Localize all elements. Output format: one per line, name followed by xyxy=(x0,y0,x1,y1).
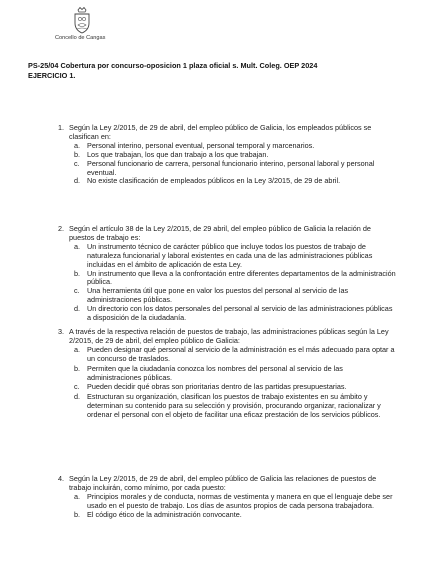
option-letter: d. xyxy=(74,392,81,402)
option-text: Estructuran su organización, clasifican los puestos de trabajo existentes en su ámbito y determinan su contenido para su selección y provisión, procurando organizar, racionalizar y ordenar el personal con el objeto de facilitar una eficaz prestación de los servicios públicos. xyxy=(87,392,381,420)
option-b xyxy=(74,511,398,520)
option-letter: a. xyxy=(74,491,81,501)
coat-of-arms-logo xyxy=(71,6,93,34)
option-c xyxy=(74,160,398,178)
council-name: Concello de Cangas xyxy=(55,35,106,41)
option-letter: b. xyxy=(74,509,81,519)
question-number: 1. xyxy=(58,123,65,132)
question-stem xyxy=(58,475,398,493)
option-text: Pueden designar qué personal al servicio de la administración es el más adecuado para optar a un concurso de traslados. xyxy=(87,344,395,363)
exam-title xyxy=(28,61,317,81)
option-text: Personal funcionario de carrera, personal funcionario interino, personal laboral y personal eventual. xyxy=(87,158,375,177)
option-letter: a. xyxy=(74,140,81,150)
option-a xyxy=(74,493,398,511)
option-text: Pueden decidir qué obras son prioritarias dentro de las partidas presupuestarias. xyxy=(87,382,347,392)
options-list xyxy=(74,243,398,323)
option-letter: b. xyxy=(74,149,81,159)
option-text: Un instrumento técnico de carácter público que incluye todos los puestos de trabajo de naturaleza funcionarial y laboral existentes en cada una de las administraciones públicas incluidas en el ámbito de aplicación de esta Ley. xyxy=(87,241,373,269)
option-d xyxy=(74,393,398,420)
options-list xyxy=(74,142,398,187)
question-4 xyxy=(58,475,398,520)
question-number: 3. xyxy=(58,327,65,336)
question-text: Según el artículo 38 de la Ley 2/2015, de 29 abril, del empleo público de Galicia la relación de puestos de trabajo es: xyxy=(69,224,371,242)
option-letter: a. xyxy=(74,344,81,354)
question-number: 2. xyxy=(58,224,65,233)
option-letter: c. xyxy=(74,382,80,392)
options-list xyxy=(74,493,398,520)
option-letter: b. xyxy=(74,363,81,373)
option-d xyxy=(74,305,398,323)
option-text: Los que trabajan, los que dan trabajo a los que trabajan. xyxy=(87,149,269,159)
option-letter: c. xyxy=(74,286,80,296)
question-stem xyxy=(58,124,398,142)
option-letter: a. xyxy=(74,241,81,251)
option-b xyxy=(74,270,398,288)
question-text: Según la Ley 2/2015, de 29 de abril, del empleo público de Galicia las relaciones de puestos de trabajo incluirán, como mínimo, por cada puesto: xyxy=(69,474,377,492)
exam-title-line: PS-25/04 Cobertura por concurso-oposicion 1 plaza oficial s. Mult. Coleg. OEP 2024 xyxy=(28,61,318,70)
option-letter: d. xyxy=(74,176,81,186)
option-d xyxy=(74,177,398,186)
question-1 xyxy=(58,124,398,186)
question-stem xyxy=(58,225,398,243)
option-c xyxy=(74,383,398,392)
option-a xyxy=(74,243,398,270)
question-stem xyxy=(58,328,398,346)
option-text: No existe clasificación de empleados públicos en la Ley 3/2015, de 29 de abril. xyxy=(87,176,341,186)
option-b xyxy=(74,365,398,383)
option-letter: d. xyxy=(74,304,81,314)
question-text: A través de la respectiva relación de puestos de trabajo, las administraciones públicas según la Ley 2/2015, de 29 de abril, del empleo público de Galicia: xyxy=(69,327,389,345)
option-letter: b. xyxy=(74,268,81,278)
question-number: 4. xyxy=(58,474,65,483)
option-text: Principios morales y de conducta, normas de vestimenta y manera en que el lenguaje debe ser usado en el puesto de trabajo. Los días de asuntos propios de cada persona trabajadora. xyxy=(87,491,393,510)
option-c xyxy=(74,287,398,305)
question-3 xyxy=(58,328,398,421)
options-list xyxy=(74,346,398,420)
option-text: Personal interino, personal eventual, personal temporal y marcenarios. xyxy=(87,140,315,150)
option-text: Permiten que la ciudadanía conozca los nombres del personal al servicio de las administraciones públicas. xyxy=(87,363,343,382)
option-text: Un directorio con los datos personales del personal al servicio de las administraciones públicas a disposición de la ciudadanía. xyxy=(87,304,393,323)
question-text: Según la Ley 2/2015, de 29 de abril, del empleo público de Galicia, los empleados públicos se clasifican en: xyxy=(69,123,372,141)
question-2 xyxy=(58,225,398,323)
option-a xyxy=(74,346,398,364)
option-text: El código ético de la administración convocante. xyxy=(87,509,242,519)
option-letter: c. xyxy=(74,158,80,168)
exam-subtitle: EJERCICIO 1. xyxy=(28,71,76,80)
option-text: Un instrumento que lleva a la confrontación entre diferentes departamentos de la administración pública. xyxy=(87,268,396,287)
option-text: Una herramienta útil que pone en valor los puestos del personal al servicio de las administraciones públicas. xyxy=(87,286,349,305)
